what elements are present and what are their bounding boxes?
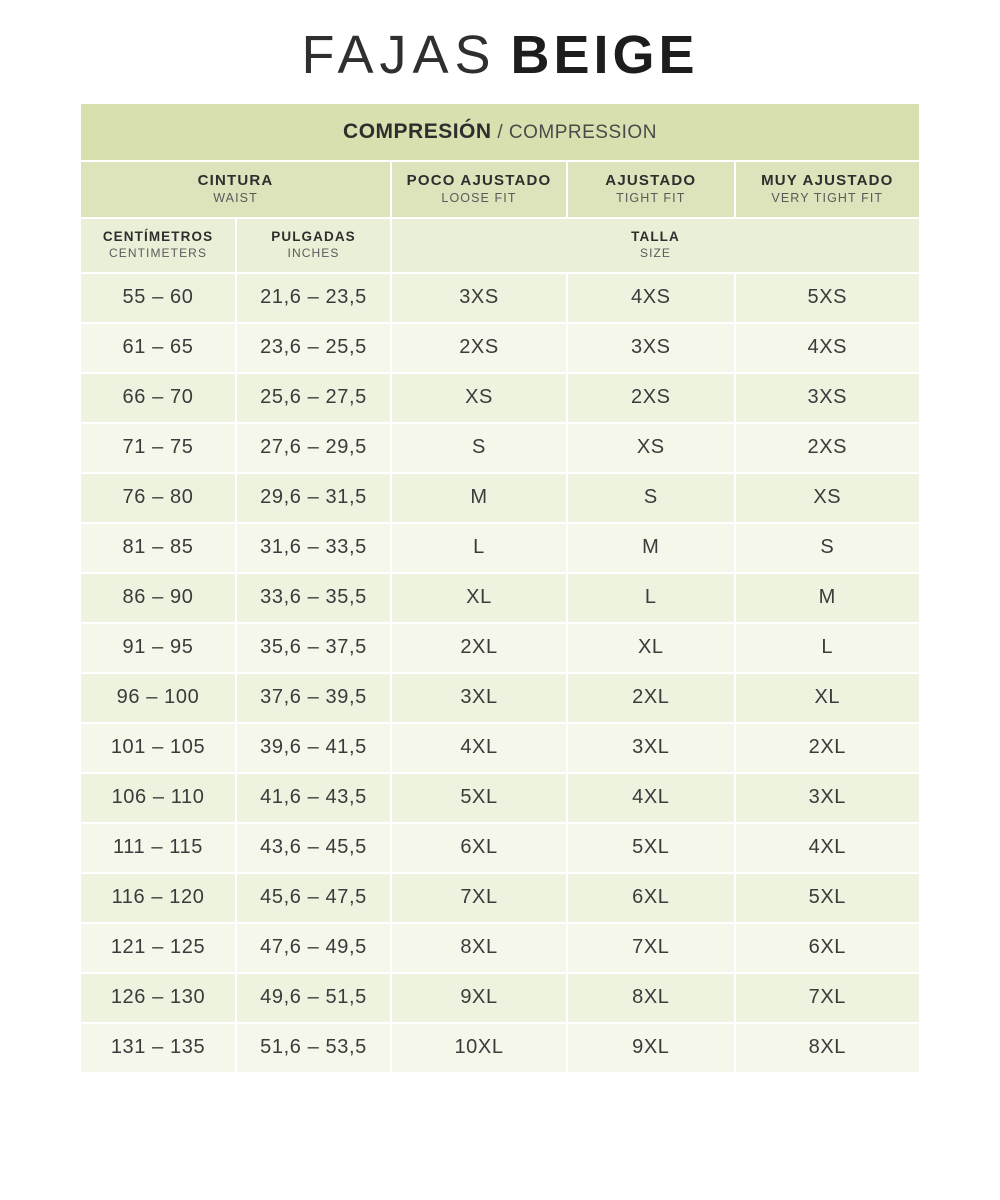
table-row bbox=[81, 923, 919, 973]
cell-centimeters: 81 – 85 bbox=[81, 523, 236, 573]
table-row bbox=[81, 1023, 919, 1073]
cell-very-tight-fit-size: XL bbox=[735, 673, 919, 723]
very-tight-fit-label-en: VERY TIGHT FIT bbox=[771, 191, 884, 205]
table-row bbox=[81, 473, 919, 523]
cell-inches: 43,6 – 45,5 bbox=[236, 823, 391, 873]
cell-very-tight-fit-size: 5XS bbox=[735, 273, 919, 323]
cell-very-tight-fit-size: L bbox=[735, 623, 919, 673]
cell-inches: 27,6 – 29,5 bbox=[236, 423, 391, 473]
cell-inches: 37,6 – 39,5 bbox=[236, 673, 391, 723]
cell-loose-fit-size: 9XL bbox=[391, 973, 567, 1023]
table-row bbox=[81, 723, 919, 773]
cell-loose-fit-size: 4XL bbox=[391, 723, 567, 773]
cell-tight-fit-size: 7XL bbox=[567, 923, 735, 973]
cell-inches: 33,6 – 35,5 bbox=[236, 573, 391, 623]
cell-tight-fit-size: S bbox=[567, 473, 735, 523]
cell-centimeters: 116 – 120 bbox=[81, 873, 236, 923]
centimeters-label-es: CENTÍMETROS bbox=[102, 229, 214, 244]
compression-header-cell bbox=[81, 104, 919, 161]
table-row bbox=[81, 623, 919, 673]
cell-centimeters: 76 – 80 bbox=[81, 473, 236, 523]
cell-tight-fit-size: M bbox=[567, 523, 735, 573]
cell-loose-fit-size: 6XL bbox=[391, 823, 567, 873]
compression-label-en: COMPRESSION bbox=[508, 122, 657, 143]
cell-centimeters: 71 – 75 bbox=[81, 423, 236, 473]
cell-loose-fit-size: XS bbox=[391, 373, 567, 423]
size-label-es: TALLA bbox=[631, 229, 680, 244]
cell-inches: 49,6 – 51,5 bbox=[236, 973, 391, 1023]
cell-inches: 39,6 – 41,5 bbox=[236, 723, 391, 773]
cell-tight-fit-size: 5XL bbox=[567, 823, 735, 873]
column-group-tight-fit bbox=[567, 161, 735, 218]
column-group-very-tight-fit bbox=[735, 161, 919, 218]
table-row bbox=[81, 273, 919, 323]
size-label-en: SIZE bbox=[639, 246, 672, 260]
cell-very-tight-fit-size: 7XL bbox=[735, 973, 919, 1023]
cell-very-tight-fit-size: M bbox=[735, 573, 919, 623]
table-row bbox=[81, 423, 919, 473]
cell-very-tight-fit-size: 4XL bbox=[735, 823, 919, 873]
cell-loose-fit-size: XL bbox=[391, 573, 567, 623]
cell-centimeters: 96 – 100 bbox=[81, 673, 236, 723]
cell-tight-fit-size: 8XL bbox=[567, 973, 735, 1023]
cell-inches: 23,6 – 25,5 bbox=[236, 323, 391, 373]
cell-loose-fit-size: 10XL bbox=[391, 1023, 567, 1073]
cell-loose-fit-size: 5XL bbox=[391, 773, 567, 823]
table-row bbox=[81, 523, 919, 573]
cell-centimeters: 55 – 60 bbox=[81, 273, 236, 323]
tight-fit-label-en: TIGHT FIT bbox=[616, 191, 686, 205]
cell-loose-fit-size: L bbox=[391, 523, 567, 573]
waist-label-en: WAIST bbox=[213, 191, 258, 205]
very-tight-fit-label-es: MUY AJUSTADO bbox=[761, 172, 894, 189]
cell-inches: 45,6 – 47,5 bbox=[236, 873, 391, 923]
title-word-fajas: FAJAS bbox=[301, 25, 497, 85]
cell-inches: 29,6 – 31,5 bbox=[236, 473, 391, 523]
cell-very-tight-fit-size: 3XL bbox=[735, 773, 919, 823]
inches-label-en: INCHES bbox=[287, 246, 340, 260]
compression-header-row bbox=[81, 104, 919, 161]
cell-tight-fit-size: 2XS bbox=[567, 373, 735, 423]
table-row bbox=[81, 823, 919, 873]
unit-header-row bbox=[81, 218, 919, 273]
cell-tight-fit-size: XL bbox=[567, 623, 735, 673]
cell-loose-fit-size: S bbox=[391, 423, 567, 473]
cell-centimeters: 121 – 125 bbox=[81, 923, 236, 973]
cell-tight-fit-size: 4XL bbox=[567, 773, 735, 823]
cell-centimeters: 111 – 115 bbox=[81, 823, 236, 873]
loose-fit-label-es: POCO AJUSTADO bbox=[406, 172, 552, 189]
cell-inches: 41,6 – 43,5 bbox=[236, 773, 391, 823]
compression-separator: / bbox=[491, 122, 509, 143]
cell-very-tight-fit-size: 3XS bbox=[735, 373, 919, 423]
cell-loose-fit-size: 8XL bbox=[391, 923, 567, 973]
cell-tight-fit-size: 2XL bbox=[567, 673, 735, 723]
cell-centimeters: 86 – 90 bbox=[81, 573, 236, 623]
cell-tight-fit-size: 3XS bbox=[567, 323, 735, 373]
cell-inches: 21,6 – 23,5 bbox=[236, 273, 391, 323]
cell-inches: 51,6 – 53,5 bbox=[236, 1023, 391, 1073]
inches-label-es: PULGADAS bbox=[271, 229, 356, 244]
cell-tight-fit-size: 6XL bbox=[567, 873, 735, 923]
column-group-row bbox=[81, 161, 919, 218]
unit-header-size bbox=[391, 218, 919, 273]
page-title bbox=[0, 0, 1000, 104]
cell-inches: 35,6 – 37,5 bbox=[236, 623, 391, 673]
title-word-beige: BEIGE bbox=[510, 25, 699, 85]
cell-centimeters: 106 – 110 bbox=[81, 773, 236, 823]
cell-loose-fit-size: 3XS bbox=[391, 273, 567, 323]
table-row bbox=[81, 323, 919, 373]
column-group-loose-fit bbox=[391, 161, 567, 218]
loose-fit-label-en: LOOSE FIT bbox=[441, 191, 517, 205]
table-row bbox=[81, 973, 919, 1023]
cell-inches: 47,6 – 49,5 bbox=[236, 923, 391, 973]
cell-centimeters: 101 – 105 bbox=[81, 723, 236, 773]
table-row bbox=[81, 873, 919, 923]
tight-fit-label-es: AJUSTADO bbox=[605, 172, 697, 189]
compression-label-es: COMPRESIÓN bbox=[343, 120, 492, 143]
column-group-waist bbox=[81, 161, 391, 218]
centimeters-label-en: CENTIMETERS bbox=[108, 246, 208, 260]
cell-loose-fit-size: 2XL bbox=[391, 623, 567, 673]
waist-label-es: CINTURA bbox=[197, 172, 274, 189]
cell-very-tight-fit-size: 8XL bbox=[735, 1023, 919, 1073]
table-body bbox=[81, 273, 919, 1073]
cell-inches: 25,6 – 27,5 bbox=[236, 373, 391, 423]
table-row bbox=[81, 673, 919, 723]
cell-loose-fit-size: 7XL bbox=[391, 873, 567, 923]
cell-very-tight-fit-size: S bbox=[735, 523, 919, 573]
cell-centimeters: 131 – 135 bbox=[81, 1023, 236, 1073]
cell-loose-fit-size: 3XL bbox=[391, 673, 567, 723]
unit-header-inches bbox=[236, 218, 391, 273]
cell-centimeters: 126 – 130 bbox=[81, 973, 236, 1023]
cell-very-tight-fit-size: 2XL bbox=[735, 723, 919, 773]
cell-loose-fit-size: M bbox=[391, 473, 567, 523]
cell-centimeters: 91 – 95 bbox=[81, 623, 236, 673]
cell-very-tight-fit-size: 4XS bbox=[735, 323, 919, 373]
size-chart-table bbox=[81, 104, 919, 1074]
cell-very-tight-fit-size: 2XS bbox=[735, 423, 919, 473]
cell-tight-fit-size: 3XL bbox=[567, 723, 735, 773]
unit-header-centimeters bbox=[81, 218, 236, 273]
cell-tight-fit-size: L bbox=[567, 573, 735, 623]
size-table-wrapper bbox=[81, 104, 919, 1074]
cell-inches: 31,6 – 33,5 bbox=[236, 523, 391, 573]
table-row bbox=[81, 773, 919, 823]
cell-tight-fit-size: XS bbox=[567, 423, 735, 473]
table-header bbox=[81, 104, 919, 273]
cell-centimeters: 66 – 70 bbox=[81, 373, 236, 423]
cell-very-tight-fit-size: 6XL bbox=[735, 923, 919, 973]
cell-tight-fit-size: 9XL bbox=[567, 1023, 735, 1073]
cell-loose-fit-size: 2XS bbox=[391, 323, 567, 373]
cell-tight-fit-size: 4XS bbox=[567, 273, 735, 323]
table-row bbox=[81, 373, 919, 423]
cell-very-tight-fit-size: XS bbox=[735, 473, 919, 523]
cell-centimeters: 61 – 65 bbox=[81, 323, 236, 373]
cell-very-tight-fit-size: 5XL bbox=[735, 873, 919, 923]
table-row bbox=[81, 573, 919, 623]
